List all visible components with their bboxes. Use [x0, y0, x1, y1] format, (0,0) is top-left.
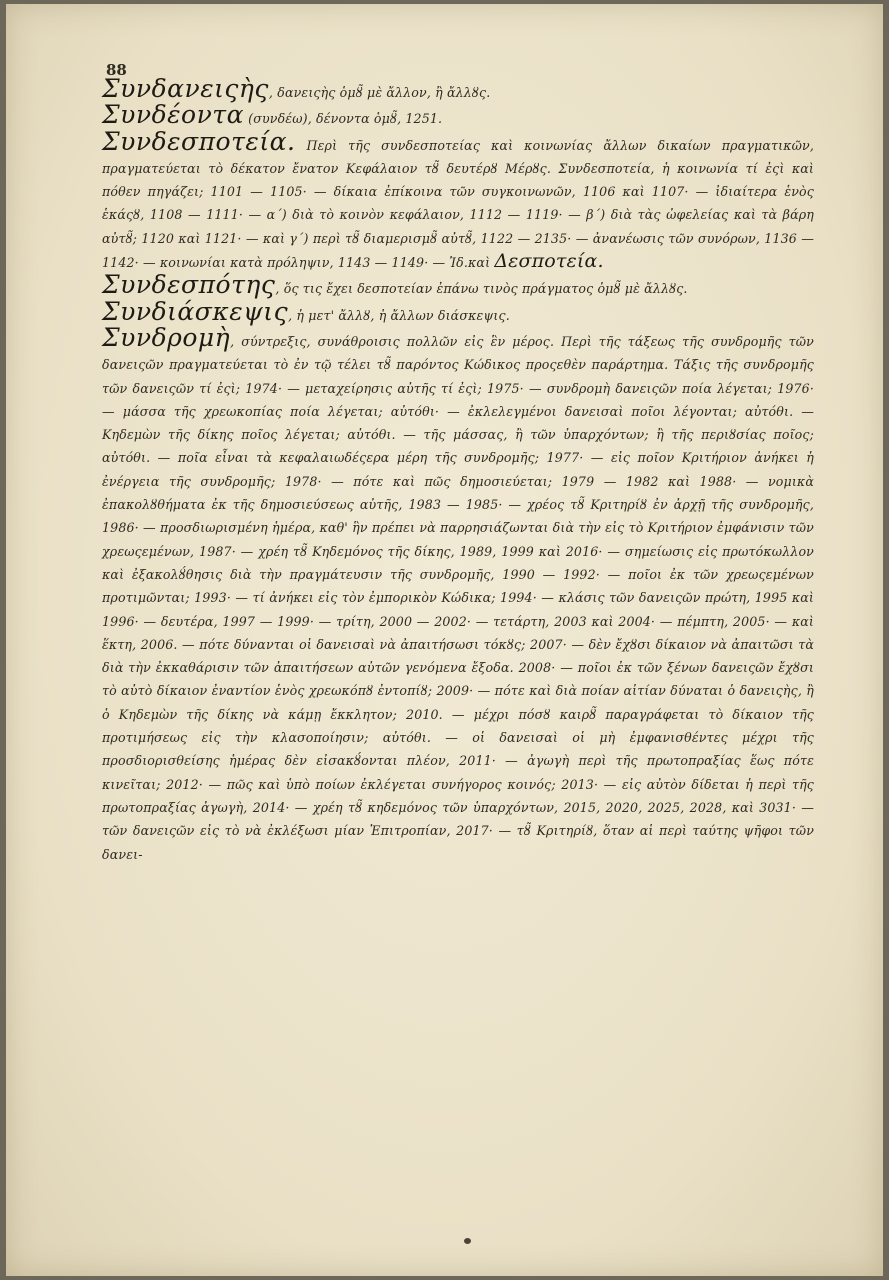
entry-text: , σύντρεξις, συνάθροισις πολλῶν εἰς ἓν μέρος. Περὶ τῆς τάξεως τῆς συνδρομῆς τῶν δανειςῶν πραγματεύεται τὸ ἐν τῷ τέλει τȣ̃ παρόντος Κώδικος προςεθὲν παράρτημα. Τάξις τῆς συνδρομῆς τῶν δανειςῶν τί ἐςὶ; 1974· — μεταχείρησις αὐτῆς τί ἐςὶ; 1975· — συνδρομὴ δανειςῶν ποία λέγεται; 1976· — μάσσα τῆς χρεωκοπίας ποία λέγεται; αὐτόθι· — ἐκλελεγμένοι δανεισαὶ ποῖοι λέγονται; αὐτόθι. — Κηδεμὼν τῆς δίκης ποῖος λέγεται; αὐτόθι. — τῆς μάσσας, ἢ τῶν ὑπαρχόντων; ἢ τῆς περιȣσίας ποῖος; αὐτόθι. — ποῖα εἶναι τὰ κεφαλαιωδέςερα μέρη τῆς συνδρομῆς; 1977· — εἰς ποῖον Κριτήριον ἀνήκει ἡ ἐνέργεια τῆς συνδρομῆς; 1978· — πότε καὶ πῶς δημοσιεύεται; 1979 — 1982 καὶ 1988· — νομικὰ ἐπακολȣθήματα ἐκ τῆς δημοσιεύσεως αὐτῆς, 1983 — 1985· — χρέος τȣ̃ Κριτηρίȣ ἐν ἀρχῇ τῆς συνδρομῆς, 1986· — προσδιωρισμένη ἡμέρα, καθ' ἣν πρέπει νὰ παρρησιάζωνται διὰ τὴν εἰς τὸ Κριτήριον ἐμφάνισιν τῶν χρεωςεμένων, 1987· — χρέη τȣ̃ Κηδεμόνος τῆς δίκης, 1989, 1999 καὶ 2016· — σημείωσις εἰς πρωτόκωλλον καὶ ἐξακολȣ́θησις διὰ τὴν πραγμάτευσιν τῆς συνδρομῆς, 1990 — 1992· — ποῖοι ἐκ τῶν χρεωςεμένων προτιμῶνται; 1993· — τί ἀνήκει εἰς τὸν ἐμπορικὸν Κώδικα; 1994· — κλάσις τῶν δανειςῶν πρώτη, 1995 καὶ 1996· — δευτέρα, 1997 — 1999· — τρίτη, 2000 — 2002· — τετάρτη, 2003 καὶ 2004· — πέμπτη, 2005· — καὶ ἕκτη, 2006. — πότε δύνανται οἱ δανεισαὶ νὰ ἀπαιτήσωσι τόκȣς; 2007· — δὲν ἔχȣσι δίκαιον νὰ ἀπαιτῶσι τὰ διὰ τὴν ἐκκαθάρισιν τῶν ἀπαιτήσεων αὐτῶν γενόμενα ἔξοδα. 2008· — ποῖοι ἐκ τῶν ξένων δανειςῶν ἔχȣσι τὸ αὐτὸ δίκαιον ἐναντίον ἑνὸς χρεωκόπȣ ἐντοπίȣ; 2009· — πότε καὶ διὰ ποίαν αἰτίαν δύναται ὁ δανειςὴς, ἢ ὁ Κηδεμὼν τῆς δίκης νὰ κάμῃ ἔκκλητον; 2010. — μέχρι πόσȣ καιρȣ̃ παραγράφεται τὸ δίκαιον τῆς προτιμήσεως εἰς τὴν κλασοποίησιν; αὐτόθι. — οἱ δανεισαὶ οἱ μὴ ἐμφανισθέντες μέχρι τῆς προσδιορισθείσης ἡμέρας δὲν εἰσακȣ́ονται πλέον, 2011· — ἀγωγὴ περὶ τῆς πρωτοπραξίας ἕως πότε κινεῖται; 2012· — πῶς καὶ ὑπὸ ποίων ἐκλέγεται συνήγορος κοινός; 2013· — εἰς αὐτὸν δίδεται ἡ περὶ τῆς πρωτοπραξίας ἀγωγὴ, 2014· — χρέη τȣ̃ κηδεμόνος τῶν ὑπαρχόντων, 2015, 2020, 2025, 2028, καὶ 3031· — τῶν δανειςῶν εἰς τὸ νὰ ἐκλέξωσι μίαν Ἐπιτροπίαν, 2017· — τȣ̃ Κριτηρίȣ, ὅταν αἱ περὶ ταύτης ψῆφοι τῶν δανει-: [102, 333, 814, 862]
ink-speck: [464, 1238, 471, 1244]
entry-text: , δανειςὴς ὁμȣ̃ μὲ ἄλλον, ἢ ἄλλȣς.: [268, 85, 491, 100]
entry-headword: Συνδέοντα: [102, 100, 244, 130]
entry-text: (συνδέω), δένοντα ὁμȣ̃, 1251.: [248, 111, 443, 127]
cross-reference-target: Δεσποτεία.: [494, 250, 604, 273]
entry-text: Περὶ τῆς συνδεσποτείας καὶ κοινωνίας ἄλλων δικαίων πραγματικῶν, πραγματεύεται τὸ δέκατον ἔνατον Κεφάλαιον τȣ̃ δευτέρȣ Μέρȣς. Συνδεσποτεία, ἡ κοινωνία τί ἐςὶ καὶ πόθεν πηγάζει; 1101 — 1105· — δίκαια ἐπίκοινα τῶν συγκοινωνῶν, 1106 καὶ 1107· — ἰδιαίτερα ἑνὸς ἑκάςȣ, 1108 — 1111· — α΄) διὰ τὸ κοινὸν κεφάλαιον, 1112 — 1119· — β΄) διὰ τὰς ὠφελείας καὶ τὰ βάρη αὐτȣ̃; 1120 καὶ 1121· — καὶ γ΄) περὶ τȣ̃ διαμερισμȣ̃ αὐτȣ̃, 1122 — 2135· — ἀνανέωσις τῶν συνόρων, 1136 — 1142· — κοινωνίαι κατὰ πρόληψιν, 1143 — 1149· —: [102, 137, 814, 271]
entry-text: , ἡ μετ' ἄλλȣ, ἡ ἄλλων διάσκεψις.: [288, 307, 510, 323]
entry-text: , ὅς τις ἔχει δεσποτείαν ἐπάνω τινὸς πράγματος ὁμȣ̃ μὲ ἄλλȣς.: [275, 281, 688, 297]
page-number: 88: [106, 61, 127, 79]
entry-headword: Συνδανειςὴς: [102, 74, 269, 103]
document-page: [6, 4, 883, 1276]
page-content: [102, 62, 814, 866]
entry-headword: Συνδιάσκεψις: [102, 296, 289, 326]
entry-headword: Συνδεσπότης: [102, 270, 276, 300]
entry-syndespoteia: [102, 126, 814, 275]
entry-headword: Συνδρομὴ: [102, 322, 231, 352]
entry-headword: Συνδεσποτεία.: [102, 126, 296, 156]
cross-reference-label: Ἰδ.καὶ: [449, 255, 491, 271]
entry-syndromi: [102, 322, 814, 866]
